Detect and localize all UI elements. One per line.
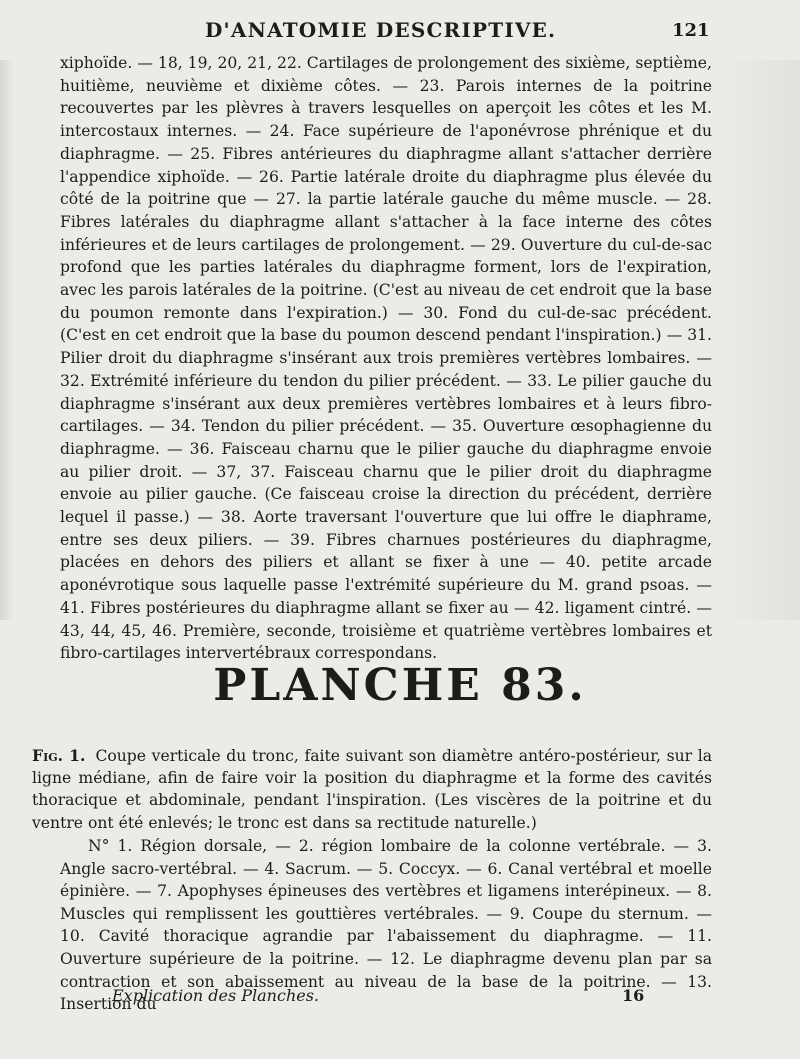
page-edge-shadow [0,60,14,620]
figure-caption [32,745,712,834]
figure-description: Coupe verticale du tronc, faite suivant son diamètre antéro-postérieur, sur la ligne médiane, afin de faire voir la position du diaphragme et la forme des cavités thoracique et abdominale, pendant l'inspiration. (Les viscères de la poitrine et du ventre ont été enlevés; le tronc est dans sa rectitude naturelle.) [32,747,712,832]
paragraph-legend-items: N° 1. Région dorsale, — 2. région lombaire de la colonne vertébrale. — 3. Angle sacro-vertébral. — 4. Sacrum. — 5. Coccyx. — 6. Canal vertébral et moelle épinière. — 7. Apophyses épineuses des vertèbres et ligamens interépineux. — 8. Muscles qui remplissent les gouttières vertébrales. — 9. Coupe du sternum. — 10. Cavité thoracique agrandie par l'abaissement du diaphragme. — 11. Ouverture supérieure de la poitrine. — 12. Le diaphragme devenu plan par sa contraction et son abaissement au niveau de la base de la poitrine. — 13. Insertion du [60,837,712,1014]
figure-label: Fig. 1. [32,746,86,765]
paragraph-legend-continuation: xiphoïde. — 18, 19, 20, 21, 22. Cartilages de prolongement des sixième, septième, huitième, neuvième et dixième côtes. — 23. Parois internes de la poitrine recouvertes par les plèvres à travers lesquelles on aperçoit les côtes et les M. intercostaux internes. — 24. Face supérieure de l'aponévrose phrénique et du diaphragme. — 25. Fibres antérieures du diaphragme allant s'attacher derrière l'appendice xiphoïde. — 26. Partie latérale droite du diaphragme plus élevée du côté de la poitrine que — 27. la partie latérale gauche du même muscle. — 28. Fibres latérales du diaphragme allant s'attacher à la face interne des côtes inférieures et de leurs cartilages de prolongement. — 29. Ouverture du cul-de-sac profond que les parties latérales du diaphragme forment, lors de l'expiration, avec les parois latérales de la poitrine. (C'est au niveau de cet endroit que la base du poumon remonte dans l'expiration.) — 30. Fond du cul-de-sac précédent. (C'est en cet endroit que la base du poumon descend pendant l'inspiration.) — 31. Pilier droit du diaphragme s'insérant aux trois premières vertèbres lombaires. — 32. Extrémité inférieure du tendon du pilier précédent. — 33. Le pilier gauche du diaphragme s'insérant aux deux premières vertèbres lombaires et à leurs fibro-cartilages. — 34. Tendon du pilier précédent. — 35. Ouverture œsophagienne du diaphragme. — 36. Faisceau charnu que le pilier gauche du diaphragme envoie au pilier droit. — 37, 37. Faisceau charnu que le pilier droit du diaphragme envoie au pilier gauche. (Ce faisceau croise la direction du précédent, derrière lequel il passe.) — 38. Aorte traversant l'ouverture que lui offre le diaphrame, entre ses deux piliers. — 39. Fibres charnues postérieures du diaphragme, placées en dehors des piliers et allant se fixer à une — 40. petite arcade aponévrotique sous laquelle passe l'extrémité supérieure du M. grand psoas. — 41. Fibres postérieures du diaphragme allant se fixer au — 42. ligament cintré. — 43, 44, 45, 46. Première, seconde, troisième et quatrième vertèbres lombaires et fibro-cartilages intervertébraux correspondans. [60,54,712,663]
page-header [0,18,800,46]
signature-mark: 16 [622,986,645,1005]
plate-title: PLANCHE 83. [213,660,587,711]
page-footer [0,986,800,1010]
page-number: 121 [672,20,710,41]
show-through-shadow [720,60,800,620]
running-head: D'ANATOMIE DESCRIPTIVE. [205,18,557,42]
footer-title: Explication des Planches. [112,986,320,1005]
